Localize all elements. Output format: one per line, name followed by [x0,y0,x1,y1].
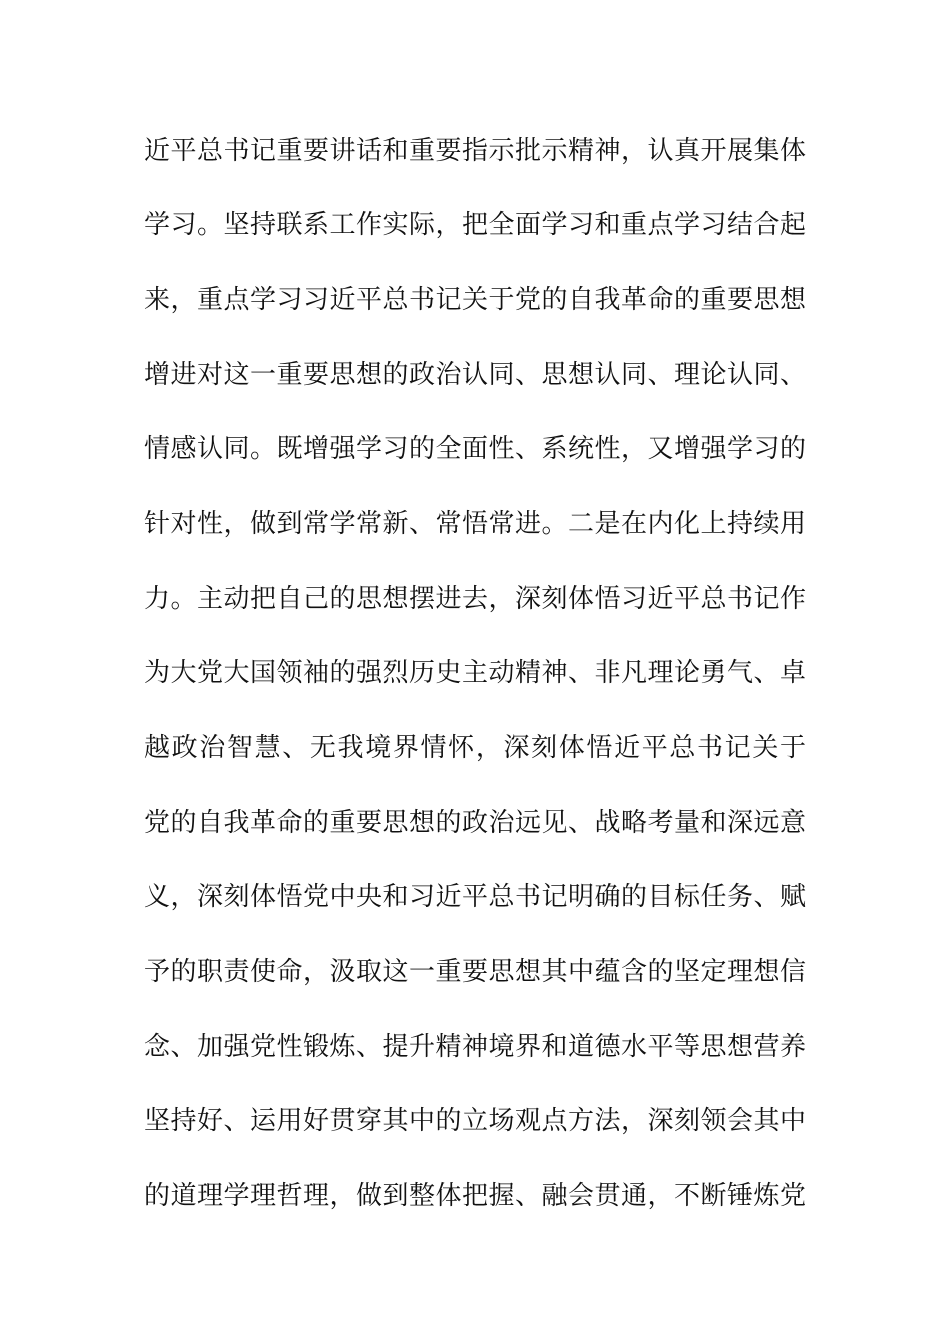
text-line: 为大党大国领袖的强烈历史主动精神、非凡理论勇气、卓 [144,658,806,688]
text-line: 念、加强党性锻炼、提升精神境界和道德水平等思想营养 [144,1032,806,1062]
text-line: 的道理学理哲理，做到整体把握、融会贯通，不断锤炼党 [144,1181,806,1211]
text-line: 针对性，做到常学常新、常悟常进。二是在内化上持续用 [144,509,806,539]
text-line: 予的职责使命，汲取这一重要思想其中蕴含的坚定理想信 [144,957,806,987]
text-line: 情感认同。既增强学习的全面性、系统性，又增强学习的 [144,434,806,464]
text-line: 义，深刻体悟党中央和习近平总书记明确的目标任务、赋 [144,882,806,912]
text-line: 学习。坚持联系工作实际，把全面学习和重点学习结合起 [144,210,806,240]
text-line: 来，重点学习习近平总书记关于党的自我革命的重要思想 [144,285,806,315]
text-line: 近平总书记重要讲话和重要指示批示精神，认真开展集体 [144,136,806,166]
text-line: 增进对这一重要思想的政治认同、思想认同、理论认同、 [144,360,806,390]
text-line: 越政治智慧、无我境界情怀，深刻体悟近平总书记关于 [144,733,806,763]
text-line: 党的自我革命的重要思想的政治远见、战略考量和深远意 [144,808,806,838]
text-line: 坚持好、运用好贯穿其中的立场观点方法，深刻领会其中 [144,1106,806,1136]
text-line: 力。主动把自己的思想摆进去，深刻体悟习近平总书记作 [144,584,806,614]
